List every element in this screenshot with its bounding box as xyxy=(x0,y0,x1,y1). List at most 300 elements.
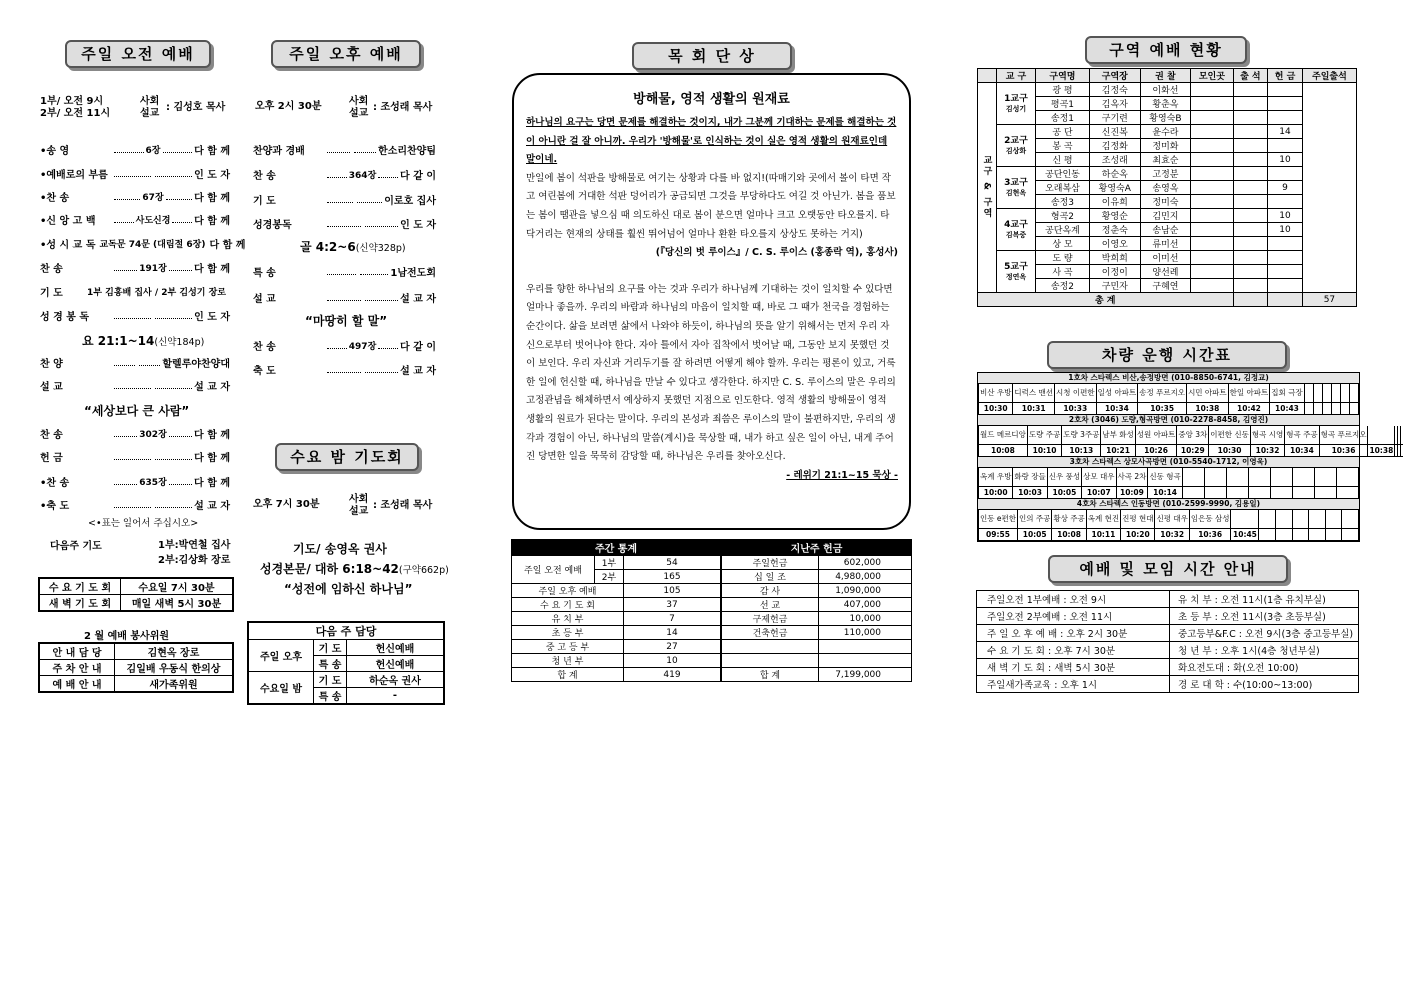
order-item xyxy=(40,378,230,393)
order-item-name: •축 도 xyxy=(40,501,70,512)
offering-table xyxy=(721,539,912,682)
district-cell xyxy=(1191,167,1233,181)
offering-row xyxy=(722,584,912,598)
vehicle-time xyxy=(1248,487,1270,499)
order-item-name: 헌 금 xyxy=(40,453,63,464)
order-item-right: 다 함 께 xyxy=(194,264,230,275)
district-cell xyxy=(1191,195,1233,209)
leader-dots xyxy=(155,453,192,460)
vehicle-time xyxy=(1182,487,1204,499)
wednesday-host-label-1: 사회 xyxy=(349,494,369,505)
pastor-p1: 하나님의 요구는 당면 문제를 해결하는 것이지, 내가 그분께 기대하는 문제를 해결하는 것이 아니란 걸 잘 아니까. 우리가 '방해물'로 인식하는 것이 실은 영적 생활의 원재료인데 말이네. xyxy=(526,117,897,166)
leader-dots xyxy=(163,146,193,153)
district-cell: 신진복 xyxy=(1090,125,1141,139)
district-header: 출 석 xyxy=(1233,69,1268,83)
vehicle-time: 10:21 xyxy=(1101,445,1135,457)
meetings-table xyxy=(976,590,1359,693)
vehicle-time-row xyxy=(979,403,1359,415)
attendance-key: 초 등 부 xyxy=(512,626,624,640)
vehicle-time xyxy=(1325,529,1342,541)
offering-key: 주일헌금 xyxy=(722,556,819,570)
vehicle-stop: 비산 우방 xyxy=(979,384,1013,403)
vehicle-time xyxy=(1204,487,1226,499)
district-cell xyxy=(1268,195,1303,209)
order-item-middle: 67장 xyxy=(142,193,164,203)
next-week-key: 기 도 xyxy=(314,640,347,656)
order-item xyxy=(40,260,230,275)
district-header: 모인곳 xyxy=(1191,69,1233,83)
order-item-name: 축 도 xyxy=(253,366,276,377)
order-item-right: 설 교 자 xyxy=(194,501,231,512)
order-item-right: 다 함 께 xyxy=(209,240,246,251)
vehicle-time-row xyxy=(979,445,1403,457)
district-group xyxy=(997,167,1036,209)
vehicle-time xyxy=(1342,529,1359,541)
district-cell xyxy=(1233,83,1268,97)
order-item-name: 찬 송 xyxy=(253,342,276,353)
district-cell xyxy=(1191,111,1233,125)
leader-dots xyxy=(169,478,192,485)
district-cell: 류미선 xyxy=(1140,237,1191,251)
vehicle-route-table xyxy=(978,426,1403,457)
order-item-middle: 497장 xyxy=(348,342,377,352)
vehicle-time: 10:32 xyxy=(1250,445,1284,457)
next-week-val: 헌신예배 xyxy=(347,656,445,672)
vehicle-time xyxy=(1270,487,1292,499)
offering-key: 건축헌금 xyxy=(722,626,819,640)
attendance-key: 수 요 기 도 회 xyxy=(512,598,624,612)
meeting-right: 청 년 부 : 오후 1시(4층 청년부실) xyxy=(1170,642,1359,659)
vehicle-stop-row xyxy=(979,384,1359,403)
vehicle-stop xyxy=(1259,510,1276,529)
district-cell: 구민자 xyxy=(1090,279,1141,293)
attendance-row xyxy=(512,612,721,626)
attendance-key: 주일 오전 예배 xyxy=(512,556,595,584)
order-item xyxy=(253,142,436,157)
order-item-right: 다 함 께 xyxy=(194,453,231,464)
next-week-key: 특 송 xyxy=(314,688,347,705)
attendance-value: 165 xyxy=(624,570,721,584)
order-item xyxy=(40,166,230,181)
next-week-group: 수요일 밤 xyxy=(248,672,314,705)
leader-dots xyxy=(354,146,377,153)
vehicle-stop: 남부 화성 xyxy=(1101,426,1135,445)
meeting-right: 화요전도대 : 화(오전 10:00) xyxy=(1170,659,1359,676)
district-cell: 정미화 xyxy=(1140,139,1191,153)
order-item-right: 설 교 자 xyxy=(194,382,231,393)
vehicle-stop: 일성 아파트 xyxy=(1096,384,1138,403)
vehicle-time: 10:00 xyxy=(979,487,1013,499)
vehicle-time: 10:30 xyxy=(979,403,1013,415)
servant-val: 새가족위원 xyxy=(115,676,234,693)
vehicle-time: 10:08 xyxy=(979,445,1028,457)
meeting-time-table xyxy=(38,577,234,612)
vehicle-stop: 신동 형곡 xyxy=(1148,468,1182,487)
order-item-right: 다 같 이 xyxy=(400,171,436,182)
vehicle-time xyxy=(1226,487,1248,499)
district-cell xyxy=(1191,97,1233,111)
offering-row xyxy=(722,570,912,584)
offering-key xyxy=(722,654,819,668)
district-cell: 14 xyxy=(1268,125,1303,139)
offering-value: 4,980,000 xyxy=(819,570,912,584)
next-week-group: 주일 오후 xyxy=(248,640,314,672)
vehicle-time xyxy=(1331,403,1340,415)
district-row xyxy=(978,209,1357,223)
district-group xyxy=(997,209,1036,251)
vehicle-time xyxy=(1349,403,1358,415)
pastor-verse: - 레위기 21:1~15 묵상 - xyxy=(786,469,898,481)
district-cell: 신 평 xyxy=(1035,153,1089,167)
district-cell xyxy=(1268,83,1303,97)
attendance-row xyxy=(512,598,721,612)
order-item-middle: 191장 xyxy=(139,264,167,274)
vehicle-time: 10:05 xyxy=(1017,529,1051,541)
vehicle-stop: 성원 아파트 xyxy=(1135,426,1177,445)
attendance-value: 37 xyxy=(624,598,721,612)
district-cell: 김옥자 xyxy=(1090,97,1141,111)
district-cell: 송남순 xyxy=(1140,223,1191,237)
district-header: 교 구 xyxy=(997,69,1036,83)
district-group-leader: 김상화 xyxy=(1005,146,1027,155)
vehicle-stop: 옥계 현진 xyxy=(1086,510,1120,529)
offering-value xyxy=(819,640,912,654)
offering-key xyxy=(722,640,819,654)
district-cell: 공단인동 xyxy=(1035,167,1089,181)
district-side-label: 교구 & 구역 xyxy=(978,83,997,293)
attendance-sub: 2부 xyxy=(595,570,624,584)
attendance-row xyxy=(512,556,721,570)
vehicle-stop-row xyxy=(979,426,1403,445)
district-group-leader: 김성기 xyxy=(1005,104,1027,113)
vehicle-stop xyxy=(1231,510,1259,529)
district-group-name: 3교구 xyxy=(1004,177,1028,188)
leader-dots xyxy=(155,382,192,389)
vehicle-time: 10:34 xyxy=(1285,445,1319,457)
order-item-middle: 교독문 74문 (대림절 6장) xyxy=(99,240,206,250)
vehicle-time xyxy=(1340,403,1349,415)
leader-dots xyxy=(360,268,389,275)
district-cell xyxy=(1268,139,1303,153)
vehicle-time xyxy=(1309,529,1326,541)
next-week-title: 다음 주 담당 xyxy=(248,622,444,640)
district-cell: 10 xyxy=(1268,209,1303,223)
vehicle-time: 10:20 xyxy=(1121,529,1155,541)
order-item-middle: 364장 xyxy=(348,171,377,181)
vehicle-stop: 도량 3주공 xyxy=(1062,426,1101,445)
leader-dots xyxy=(169,430,192,437)
district-cell xyxy=(1191,223,1233,237)
order-item xyxy=(40,449,230,464)
order-item-right: 1남전도회 xyxy=(390,268,437,279)
vehicle-schedule xyxy=(977,372,1394,542)
leader-dots xyxy=(114,170,151,177)
next-week-val: - xyxy=(347,688,445,705)
district-group-leader: 김복중 xyxy=(1005,230,1027,239)
vehicle-time xyxy=(1259,529,1276,541)
district-cell xyxy=(1233,181,1268,195)
district-cell: 고정분 xyxy=(1140,167,1191,181)
district-cell: 박희희 xyxy=(1090,251,1141,265)
attendance-title: 주간 통계 xyxy=(512,540,721,556)
vehicle-time: 10:29 xyxy=(1177,445,1209,457)
order-item xyxy=(253,362,436,377)
order-item-name: 특 송 xyxy=(253,268,276,279)
wednesday-scripture: 성경본문/ 대하 6:18~42(구약662p) xyxy=(260,562,449,576)
district-cell xyxy=(1268,111,1303,125)
vehicle-route-table xyxy=(978,468,1359,499)
vehicle-stop xyxy=(1342,510,1359,529)
offering-row xyxy=(722,598,912,612)
vehicle-stop xyxy=(1292,510,1309,529)
vehicle-time: 10:38 xyxy=(1187,403,1229,415)
leader-dots xyxy=(114,430,137,437)
next-prayer-label: 다음주 기도 xyxy=(50,541,102,552)
district-cell xyxy=(1233,279,1268,293)
meeting-val: 매일 새벽 5시 30분 xyxy=(121,595,234,612)
district-total-empty xyxy=(1233,293,1268,307)
district-row xyxy=(978,83,1357,97)
next-week-val: 헌신예배 xyxy=(347,640,445,656)
offering-key: 합 계 xyxy=(722,668,819,682)
order-item-right: 할렐루야찬양대 xyxy=(162,359,230,370)
order-item xyxy=(40,426,230,441)
offering-key: 십 일 조 xyxy=(722,570,819,584)
vehicle-time: 10:14 xyxy=(1148,487,1182,499)
order-item-name: 성 경 봉 독 xyxy=(40,312,90,323)
district-cell: 김정숙 xyxy=(1090,83,1141,97)
servants-table xyxy=(38,642,234,693)
offering-row xyxy=(722,556,912,570)
attendance-value: 54 xyxy=(624,556,721,570)
attendance-row xyxy=(512,640,721,654)
meeting-right: 경 로 대 학 : 수(10:00~13:00) xyxy=(1170,676,1359,693)
servant-key: 안 내 담 당 xyxy=(39,643,115,660)
district-header: 헌 금 xyxy=(1268,69,1303,83)
leader-dots xyxy=(327,294,361,301)
meeting-left: 주일새가족교육 : 오후 1시 xyxy=(977,676,1170,693)
order-item-right: 인 도 자 xyxy=(194,170,231,181)
vehicle-stop xyxy=(1314,468,1336,487)
order-item-right: 다 함 께 xyxy=(194,193,231,204)
sunday-pm-host-label-2: 설교 xyxy=(349,108,369,119)
vehicle-time: 10:32 xyxy=(1155,529,1189,541)
leader-dots xyxy=(155,170,192,177)
district-cell xyxy=(1268,265,1303,279)
leader-dots xyxy=(327,268,356,275)
order-item xyxy=(40,474,230,489)
district-cell: 평곡1 xyxy=(1035,97,1089,111)
leader-dots xyxy=(327,366,361,373)
offering-value: 1,090,000 xyxy=(819,584,912,598)
vehicle-time: 09:55 xyxy=(979,529,1018,541)
pastor-p3: 우리를 향한 하나님의 요구를 아는 것과 우리가 하나님께 기대하는 것이 일치할 수 있다면 얼마나 좋을까. 우리의 바람과 하나님의 마음이 일치할 때, 바로 그 때가 천국을 경험하는 순간이다. 삶을 보려면 삶에서 나와야 하듯이, 하나님의 뜻을 알기 위해서는 먼저 우리 자신으로부터 벗어나야 한다. 자아 틀에서 자아 집착에서 벗어날 때, 그동안 보지 못했던 것이 보인다. 우리 자신과 거리두기를 잘 하려면 어떻게 해야 할까. 우리는 평론이 있고, 거룩한 일에 헌신할 때, 하나님을 만날 수 있다고 생각한다. 하지만 C. S. 루이스의 말은 우리의 고정관념을 해체하면서 예상하지 못했던 지점으로 인도한다. 영적 생활의 방해물이 영적 생활의 원료가 된다는 말이다. 우리의 본성과 죄씀은 루이스의 말이 불편하지만, 우리의 생각과 경험이 아닌, 하나님의 말씀(계시)을 묵상할 때, 내가 하고 싶은 일이 아닌, 내게 주어진 당면한 일을 묵묵히 감당할 때, 하나님은 우리를 찾아오신다. xyxy=(526,283,896,463)
vehicle-stop xyxy=(1340,384,1349,403)
vehicle-stop xyxy=(1313,384,1322,403)
district-cell: 사 곡 xyxy=(1035,265,1089,279)
vehicle-stop-row xyxy=(979,468,1359,487)
wednesday-sermon: “성전에 임하신 하나님” xyxy=(284,582,413,596)
vehicle-title: 차량 운행 시간표 xyxy=(1047,341,1287,369)
offering-value: 110,000 xyxy=(819,626,912,640)
district-group-leader: 김현옥 xyxy=(1005,188,1027,197)
district-cell xyxy=(1233,237,1268,251)
district-cell: 조성래 xyxy=(1090,153,1141,167)
meeting-right: 초 등 부 : 오전 11시(3층 초등부실) xyxy=(1170,608,1359,625)
order-item-name: 찬양과 경배 xyxy=(253,146,305,157)
district-cell xyxy=(1233,251,1268,265)
leader-dots xyxy=(114,359,135,366)
district-cell: 황영숙A xyxy=(1090,181,1141,195)
district-cell: 10 xyxy=(1268,223,1303,237)
vehicle-time: 10:34 xyxy=(1096,403,1138,415)
order-item-name: 찬 양 xyxy=(40,359,63,370)
attendance-value: 105 xyxy=(624,584,721,598)
district-cell: 구기련 xyxy=(1090,111,1141,125)
offering-row xyxy=(722,626,912,640)
meeting-row xyxy=(977,642,1359,659)
order-item-name: •성 시 교 독 xyxy=(40,240,96,251)
vehicle-stop: 형곡 시영 xyxy=(1250,426,1284,445)
vehicle-time xyxy=(1292,487,1314,499)
meeting-key: 수 요 기 도 회 xyxy=(39,578,121,595)
vehicle-stop: 신우 풍성 xyxy=(1047,468,1081,487)
servant-key: 예 배 안 내 xyxy=(39,676,115,693)
order-item-middle: 302장 xyxy=(139,430,167,440)
pastor-heading: 방해물, 영적 생활의 원재료 xyxy=(633,92,790,107)
vehicle-time: 10:11 xyxy=(1086,529,1120,541)
order-item xyxy=(253,290,436,305)
district-group-name: 1교구 xyxy=(1004,93,1028,104)
district-cell: 오래복삼 xyxy=(1035,181,1089,195)
leader-dots xyxy=(169,264,192,271)
district-header: 주일출석 xyxy=(1302,69,1356,83)
order-item-name: 찬 송 xyxy=(40,264,63,275)
vehicle-time: 10:43 xyxy=(1270,403,1304,415)
vehicle-stop: 이편한 신동 xyxy=(1209,426,1251,445)
pastor-title: 목 회 단 상 xyxy=(632,42,792,70)
district-cell: 이영오 xyxy=(1090,237,1141,251)
vehicle-stop xyxy=(1226,468,1248,487)
vehicle-time-row xyxy=(979,487,1359,499)
vehicle-stop: 송정 푸르지오 xyxy=(1138,384,1187,403)
offering-title: 지난주 헌금 xyxy=(722,540,912,556)
next-week-key: 기 도 xyxy=(314,672,347,688)
vehicle-time xyxy=(1336,487,1358,499)
vehicle-stop xyxy=(1276,510,1293,529)
district-cell: 윤수라 xyxy=(1140,125,1191,139)
district-group xyxy=(997,251,1036,293)
leader-dots xyxy=(378,342,398,349)
district-cell: 송정1 xyxy=(1035,111,1089,125)
next-week-table xyxy=(247,621,445,705)
leader-dots xyxy=(327,342,347,349)
order-item xyxy=(40,236,246,251)
order-item-middle: 635장 xyxy=(139,478,167,488)
attendance-value: 27 xyxy=(624,640,721,654)
district-cell: 도 량 xyxy=(1035,251,1089,265)
district-cell xyxy=(1233,97,1268,111)
meeting-row xyxy=(977,591,1359,608)
wednesday-time: 오후 7시 30분 xyxy=(253,499,320,510)
attendance-key: 주일 오후 예배 xyxy=(512,584,624,598)
sunday-am-sermon: “세상보다 큰 사람” xyxy=(84,404,190,418)
leader-dots xyxy=(365,220,399,227)
attendance-value: 7 xyxy=(624,612,721,626)
order-item-name: 성경봉독 xyxy=(253,220,292,231)
vehicle-stop: 한일 아파트 xyxy=(1228,384,1270,403)
order-item xyxy=(40,284,230,299)
district-cell: 이정이 xyxy=(1090,265,1141,279)
district-cell: 이화선 xyxy=(1140,83,1191,97)
district-cell xyxy=(1191,265,1233,279)
vehicle-stop: 옥계 우방 xyxy=(979,468,1013,487)
leader-dots xyxy=(327,146,350,153)
leader-dots xyxy=(114,264,137,271)
meeting-left: 수 요 기 도 회 : 오후 7시 30분 xyxy=(977,642,1170,659)
meeting-row xyxy=(977,608,1359,625)
vehicle-time: 10:30 xyxy=(1209,445,1251,457)
attendance-row xyxy=(512,626,721,640)
district-row xyxy=(978,167,1357,181)
meeting-right: 유 치 부 : 오전 11시(1층 유치부실) xyxy=(1170,591,1359,608)
vehicle-route-name: 2호차 (3046) 도량,형곡방면 (010-2278-8458, 김영진) xyxy=(978,415,1359,426)
attendance-row xyxy=(512,668,721,682)
district-cell xyxy=(1191,237,1233,251)
district-group xyxy=(997,83,1036,125)
servant-key: 주 차 안 내 xyxy=(39,660,115,676)
order-item xyxy=(40,308,230,323)
vehicle-stop: 황상 주공 xyxy=(1052,510,1086,529)
leader-dots xyxy=(327,196,353,203)
district-cell xyxy=(1233,265,1268,279)
vehicle-stop: 형곡 주공 xyxy=(1285,426,1319,445)
vehicle-time: 10:45 xyxy=(1231,529,1259,541)
next-week-key: 특 송 xyxy=(314,656,347,672)
district-header: 권 찰 xyxy=(1140,69,1191,83)
vehicle-time: 10:35 xyxy=(1138,403,1187,415)
sunday-pm-scripture: 골 4:2~6(신약328p) xyxy=(300,240,406,254)
offering-value: 407,000 xyxy=(819,598,912,612)
order-item xyxy=(40,142,230,157)
vehicle-time: 10:42 xyxy=(1228,403,1270,415)
order-item-right: 설 교 자 xyxy=(400,294,437,305)
order-item-name: 기 도 xyxy=(40,288,63,299)
vehicle-time xyxy=(1314,487,1336,499)
order-item xyxy=(253,264,436,279)
vehicle-stop: 월드 메르디앙 xyxy=(979,426,1028,445)
meeting-val: 수요일 7시 30분 xyxy=(121,578,234,595)
district-row xyxy=(978,251,1357,265)
district-cell xyxy=(1268,97,1303,111)
vehicle-stop: 집회 극장 xyxy=(1270,384,1304,403)
meeting-row xyxy=(977,676,1359,693)
vehicle-route-table xyxy=(978,384,1359,415)
next-prayer-1: 1부:박연철 집사 xyxy=(158,540,231,551)
vehicle-stop: 상모 대우 xyxy=(1082,468,1116,487)
district-cell: 9 xyxy=(1268,181,1303,195)
meeting-right: 중고등부&F.C : 오전 9시(3층 중고등부실) xyxy=(1170,625,1359,642)
vehicle-time: 10:13 xyxy=(1062,445,1101,457)
district-cell xyxy=(1191,83,1233,97)
offering-key: 구제헌금 xyxy=(722,612,819,626)
vehicle-stop: 화랑 장들 xyxy=(1013,468,1047,487)
leader-dots xyxy=(327,171,347,178)
district-cell: 정미숙 xyxy=(1140,195,1191,209)
district-cell: 정춘숙 xyxy=(1090,223,1141,237)
vehicle-route-name: 3호차 스타렉스 상모사곡방면 (010-5540-1712, 이영욱) xyxy=(978,457,1359,468)
vehicle-time xyxy=(1322,403,1331,415)
